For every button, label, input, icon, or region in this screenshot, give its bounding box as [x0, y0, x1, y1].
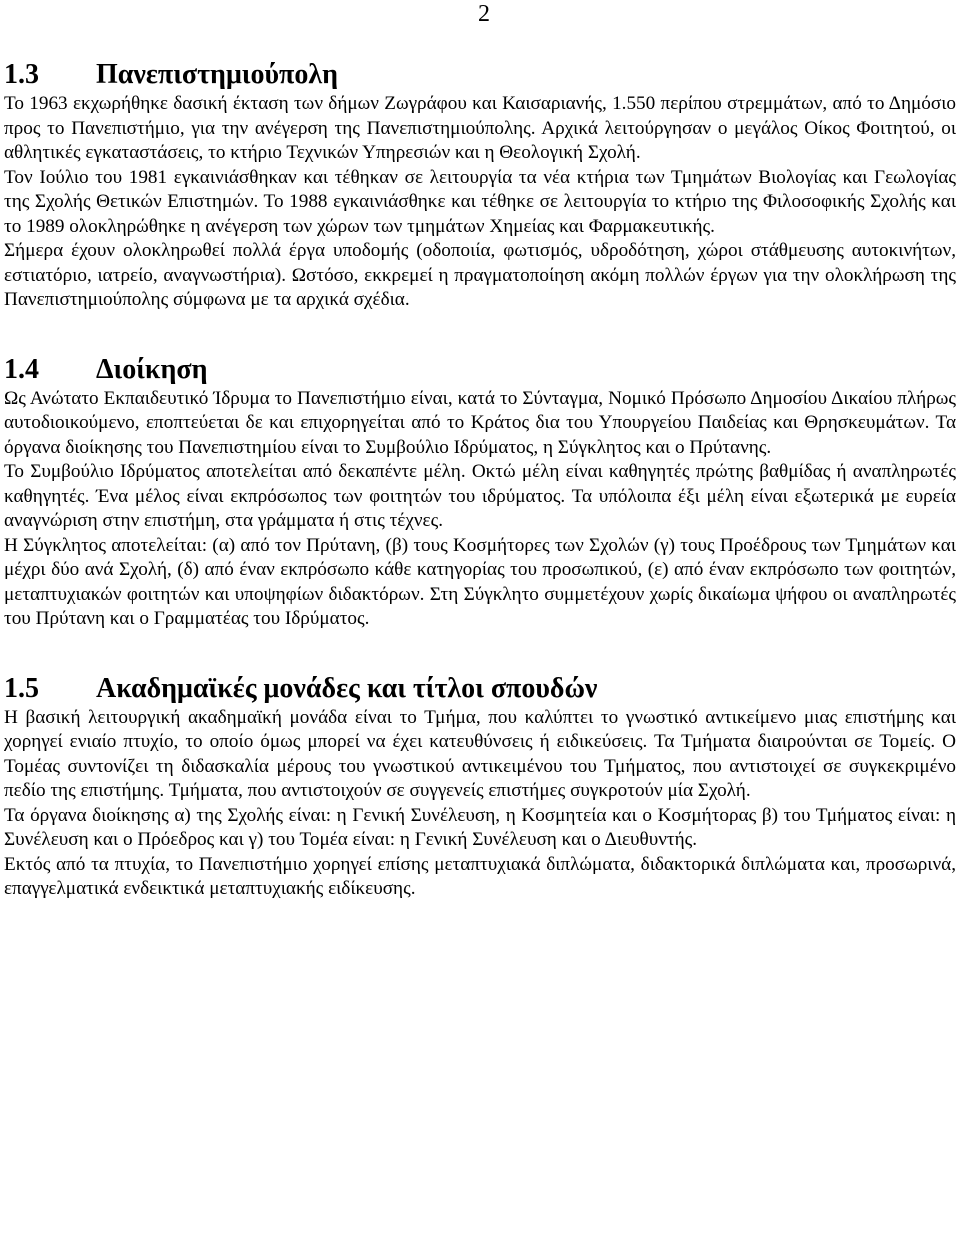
paragraph: Ως Ανώτατο Εκπαιδευτικό Ίδρυμα το Πανεπιστήμιο είναι, κατά το Σύνταγμα, Νομικό Πρόσωπο Δημοσίου Δικαίου πλήρως αυτοδιοικούμενο, εποπτεύεται δε και επιχορηγείται από το Κράτος δια του Υπουργείου Παιδείας και Θρησκευμάτων. Τα όργανα διοίκησης του Πανεπιστημίου είναι το Συμβούλιο Ιδρύματος, η Σύγκλητος και ο Πρύτανης.	[4, 387, 956, 458]
section-number: 1.4	[4, 353, 39, 385]
paragraph: Τον Ιούλιο του 1981 εγκαινιάσθηκαν και τέθηκαν σε λειτουργία τα νέα κτήρια των Τμημάτων Βιολογίας και Γεωλογίας της Σχολής Θετικών Επιστημών. Το 1988 εγκαινιάσθηκε και τέθηκε σε λειτουργία το κτήριο της Φιλοσοφικής Σχολής και το 1989 ολοκληρώθηκε η ανέγερση των χώρων των τμημάτων Χημείας και Φαρμακευτικής.	[4, 166, 956, 237]
section-number: 1.5	[4, 672, 39, 704]
section-academic-units	[4, 672, 956, 902]
section-title: Πανεπιστημιούπολη	[96, 59, 339, 90]
section-heading	[4, 672, 956, 706]
section-administration	[4, 353, 956, 632]
section-heading	[4, 353, 956, 387]
paragraph: Το 1963 εκχωρήθηκε δασική έκταση των δήμων Ζωγράφου και Καισαριανής, 1.550 περίπου στρεμμάτων, από το Δημόσιο προς το Πανεπιστήμιο, για την ανέγερση της Πανεπιστημιούπολης. Αρχικά λειτούργησαν ο μεγάλος Οίκος Φοιτητού, οι αθλητικές εγκαταστάσεις, το κτήριο Τεχνικών Υπηρεσιών και η Θεολογική Σχολή.	[4, 93, 956, 163]
section-title: Ακαδημαϊκές μονάδες και τίτλοι σπουδών	[96, 672, 598, 704]
section-campus	[4, 58, 956, 313]
paragraph: Σήμερα έχουν ολοκληρωθεί πολλά έργα υποδομής (οδοποιία, φωτισμός, υδροδότηση, χώροι στάθμευσης αυτοκινήτων, εστιατόριο, ιατρείο, αναγνωστήρια). Ωστόσο, εκκρεμεί η πραγματοποίηση ακόμη πολλών έργων για την ολοκλήρωση της Πανεπιστημιούπολης σύμφωνα με τα αρχικά σχέδια.	[4, 240, 956, 310]
paragraph: Τα όργανα διοίκησης α) της Σχολής είναι: η Γενική Συνέλευση, η Κοσμητεία και ο Κοσμήτορας β) του Τμήματος είναι: η Συνέλευση και ο Πρόεδρος και γ) του Τομέα είναι: η Γενική Συνέλευση και ο Διευθυντής.	[4, 804, 956, 850]
section-number: 1.3	[4, 59, 39, 90]
paragraph: Η Σύγκλητος αποτελείται: (α) από τον Πρύτανη, (β) τους Κοσμήτορες των Σχολών (γ) τους Προέδρους των Τμημάτων και μέχρι δύο ανά Σχολή, (δ) από έναν εκπρόσωπο κάθε κατηγορίας του προσωπικού, (ε) από έναν εκπρόσωπο των φοιτητών, μεταπτυχιακών φοιτητών και υποψηφίων διδακτόρων. Στη Σύγκλητο συμμετέχουν χωρίς δικαίωμα ψήφου οι αναπληρωτές του Πρύτανη και ο Γραμματέας του Ιδρύματος.	[4, 534, 956, 629]
document-body	[4, 58, 956, 902]
section-title: Διοίκηση	[96, 353, 208, 385]
paragraph: Η βασική λειτουργική ακαδημαϊκή μονάδα είναι το Τμήμα, που καλύπτει το γνωστικό αντικείμενο μιας επιστήμης και χορηγεί ενιαίο πτυχίο, το οποίο όμως μπορεί να έχει κατευθύνσεις ή ειδικεύσεις. Τα Τμήματα διαιρούνται σε Τομείς. Ο Τομέας συντονίζει τη διδασκαλία μέρους του γνωστικού αντικειμένου του Τμήματος, που αντιστοιχεί σε συγκεκριμένο πεδίο της επιστήμης. Τμήματα, που αντιστοιχούν σε συγγενείς επιστήμες συγκροτούν μία Σχολή.	[4, 706, 956, 801]
paragraph: Το Συμβούλιο Ιδρύματος αποτελείται από δεκαπέντε μέλη. Οκτώ μέλη είναι καθηγητές πρώτης βαθμίδας ή αναπληρωτές καθηγητές. Ένα μέλος είναι εκπρόσωπος των φοιτητών του ιδρύματος. Τα υπόλοιπα έξι μέλη είναι εξωτερικά με ευρεία αναγνώριση στην επιστήμη, στα γράμματα ή στις τέχνες.	[4, 461, 956, 531]
paragraph: Εκτός από τα πτυχία, το Πανεπιστήμιο χορηγεί επίσης μεταπτυχιακά διπλώματα, διδακτορικά διπλώματα και, προσωρινά, επαγγελματικά ενδεικτικά μεταπτυχιακής ειδίκευσης.	[4, 853, 956, 899]
section-heading	[4, 58, 956, 92]
page-number: 2	[478, 1, 490, 27]
